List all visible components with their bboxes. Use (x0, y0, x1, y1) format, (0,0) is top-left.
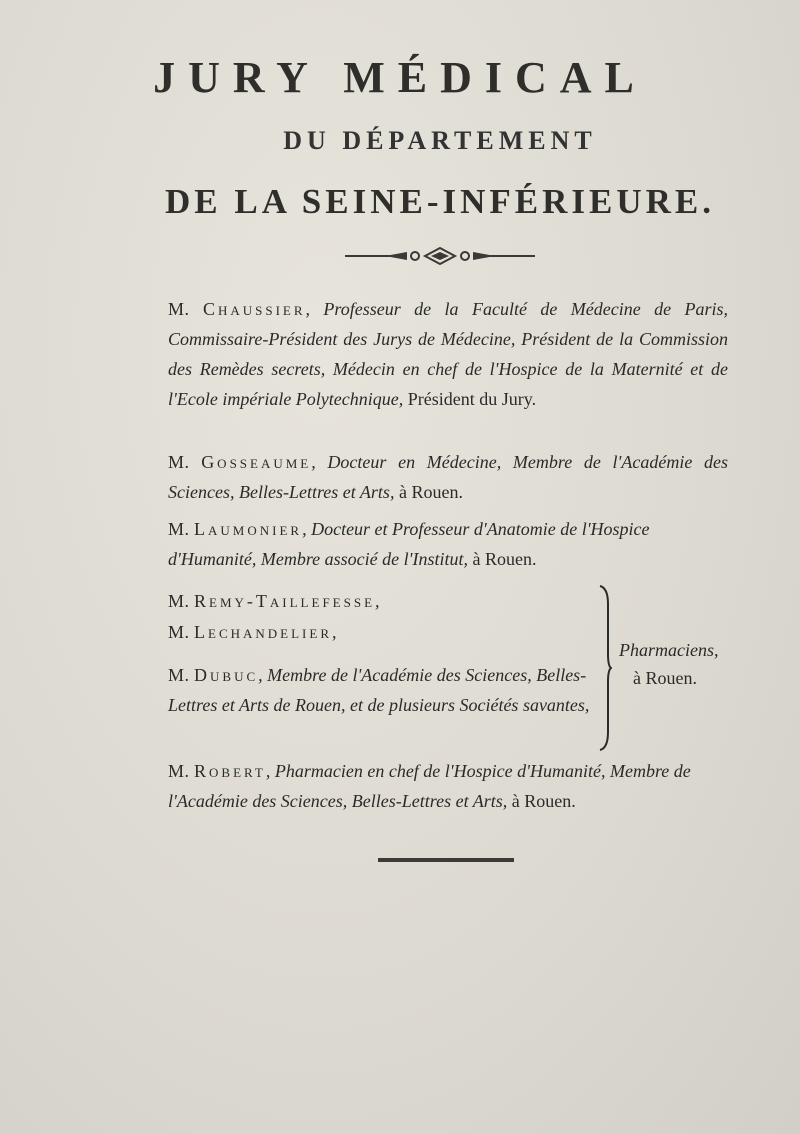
member-entry-laumonier (168, 514, 728, 574)
member-prefix: M. (168, 519, 190, 539)
member-name: Gosseaume (201, 452, 312, 472)
member-description: , Professeur de la Faculté de Médecine de Paris, Commissaire-Président des Jurys de Médecine, Président de la Commission des Remèdes secrets, Médecin en chef de l'Hospice de la Maternité et de l'Ecole impériale Polytechnique, (168, 299, 729, 409)
member-description: , (332, 622, 337, 642)
member-prefix: M. (168, 761, 190, 781)
member-entry-remy-taillefesse (168, 586, 728, 616)
ornament-divider-icon (345, 245, 535, 267)
member-description: , Pharmacien en chef de l'Hospice d'Humanité, Membre de l'Académie des Sciences, Belles-Lettres et Arts, (168, 761, 691, 811)
member-prefix: M. (168, 452, 190, 472)
member-entry-dubuc (168, 660, 608, 720)
member-suffix: à Rouen. (394, 482, 463, 502)
member-suffix: à Rouen. (467, 549, 537, 569)
member-name: Remy-Taillefesse (194, 591, 376, 611)
pharmacists-note (619, 636, 729, 692)
member-prefix: M. (168, 665, 190, 685)
pharmacists-location: à Rouen. (633, 668, 697, 688)
member-prefix: M. (168, 299, 190, 319)
member-prefix: M. (168, 591, 190, 611)
member-suffix: Président du Jury. (403, 389, 537, 409)
member-description: , Docteur en Médecine, Membre de l'Académie des Sciences, Belles-Lettres et Arts, (168, 452, 728, 502)
member-entry-gosseaume (168, 447, 728, 507)
member-name: Chaussier (202, 299, 306, 319)
document-subtitle: DU DÉPARTEMENT (283, 126, 597, 155)
member-description: , Docteur et Professeur d'Anatomie de l'Hospice d'Humanité, Membre associé de l'Institut, (168, 519, 650, 569)
member-description: , Membre de l'Académie des Sciences, Belles-Lettres et Arts de Rouen, et de plusieurs Sociétés savantes, (168, 665, 590, 715)
document-region-title: DE LA SEINE-INFÉRIEURE. (164, 182, 716, 221)
member-description: , (375, 591, 380, 611)
closing-rule (378, 858, 514, 862)
pharmacists-label: Pharmaciens, (619, 640, 719, 660)
member-entry-robert (168, 756, 738, 816)
member-name: Laumonier (194, 519, 303, 539)
member-entry-chaussier (168, 294, 728, 414)
document-title: JURY MÉDICAL (153, 53, 647, 102)
member-suffix: à Rouen. (507, 791, 576, 811)
pharmacists-bracket-icon (598, 584, 612, 752)
member-name: Robert (194, 761, 266, 781)
member-name: Lechandelier (194, 622, 332, 642)
member-name: Dubuc (194, 665, 259, 685)
member-prefix: M. (168, 622, 190, 642)
